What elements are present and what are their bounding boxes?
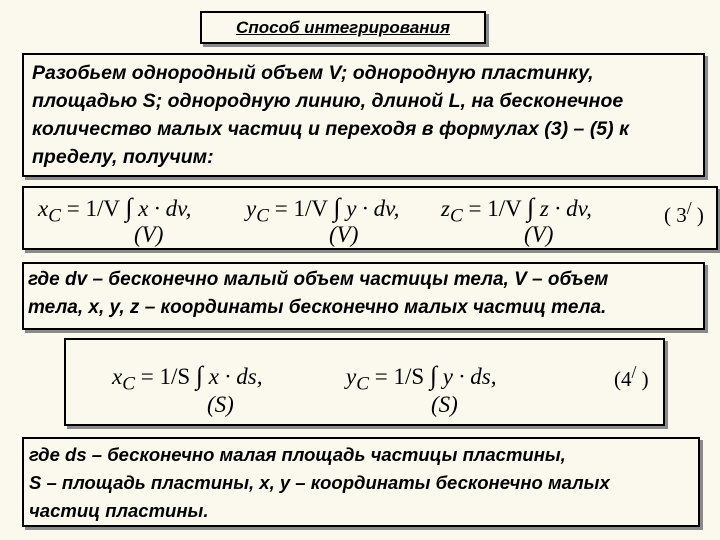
volume-description-line-1: где dv – бесконечно малый объем частицы тела, V – объем [28,269,609,290]
formula-3-box [22,186,718,250]
volume-description [28,266,695,322]
formula-yc-volume: $y_C = 1/V$ ∫ y · dv, [246,193,400,227]
formula-zc-volume: $z_C = 1/V$ ∫ z · dv, [441,193,592,227]
formula-yc-volume-domain: (V) [329,222,359,247]
formula-xc-area-domain: (S) [207,392,234,417]
slide-title: Способ интегрирования [200,11,486,44]
plate-description [29,441,692,525]
formula-4-box [64,338,665,426]
formula-xc-volume: $x_C = 1/V$ ∫ x · dv, [38,193,192,227]
volume-description-line-2: тела, x, y, z – координаты бесконечно малых частиц тела. [28,297,607,318]
volume-description-box [22,262,705,330]
intro-line-4: пределу, получим: [32,146,214,168]
plate-description-line-1: где ds – бесконечно малая площадь частицы пластины, [29,444,566,465]
formula-zc-volume-domain: (V) [524,222,554,247]
intro-line-2: площадью S; однородную линию, длиной L, на бесконечное [32,90,624,112]
intro-line-1: Разобьем однородный объем V; однородную пластинку, [32,62,594,84]
formula-yc-area: $y_C = 1/S$ ∫ y · ds, [346,361,497,395]
formula-xc-area: $x_C = 1/S$ ∫ x · ds, [112,361,263,395]
intro-line-3: количество малых частиц и переходя в формулах (3) – (5) к [32,118,629,140]
plate-description-line-2: S – площадь пластины, x, y – координаты бесконечно малых [29,472,610,493]
intro-paragraph [32,59,693,171]
equation-number-4: (4/ ) [614,362,649,391]
plate-description-line-3: частиц пластины. [29,500,209,521]
plate-description-box [22,437,700,527]
formula-xc-volume-domain: (V) [134,222,164,247]
equation-number-3: ( 3/ ) [664,198,704,227]
intro-text-box [22,53,705,177]
formula-yc-area-domain: (S) [431,392,458,417]
